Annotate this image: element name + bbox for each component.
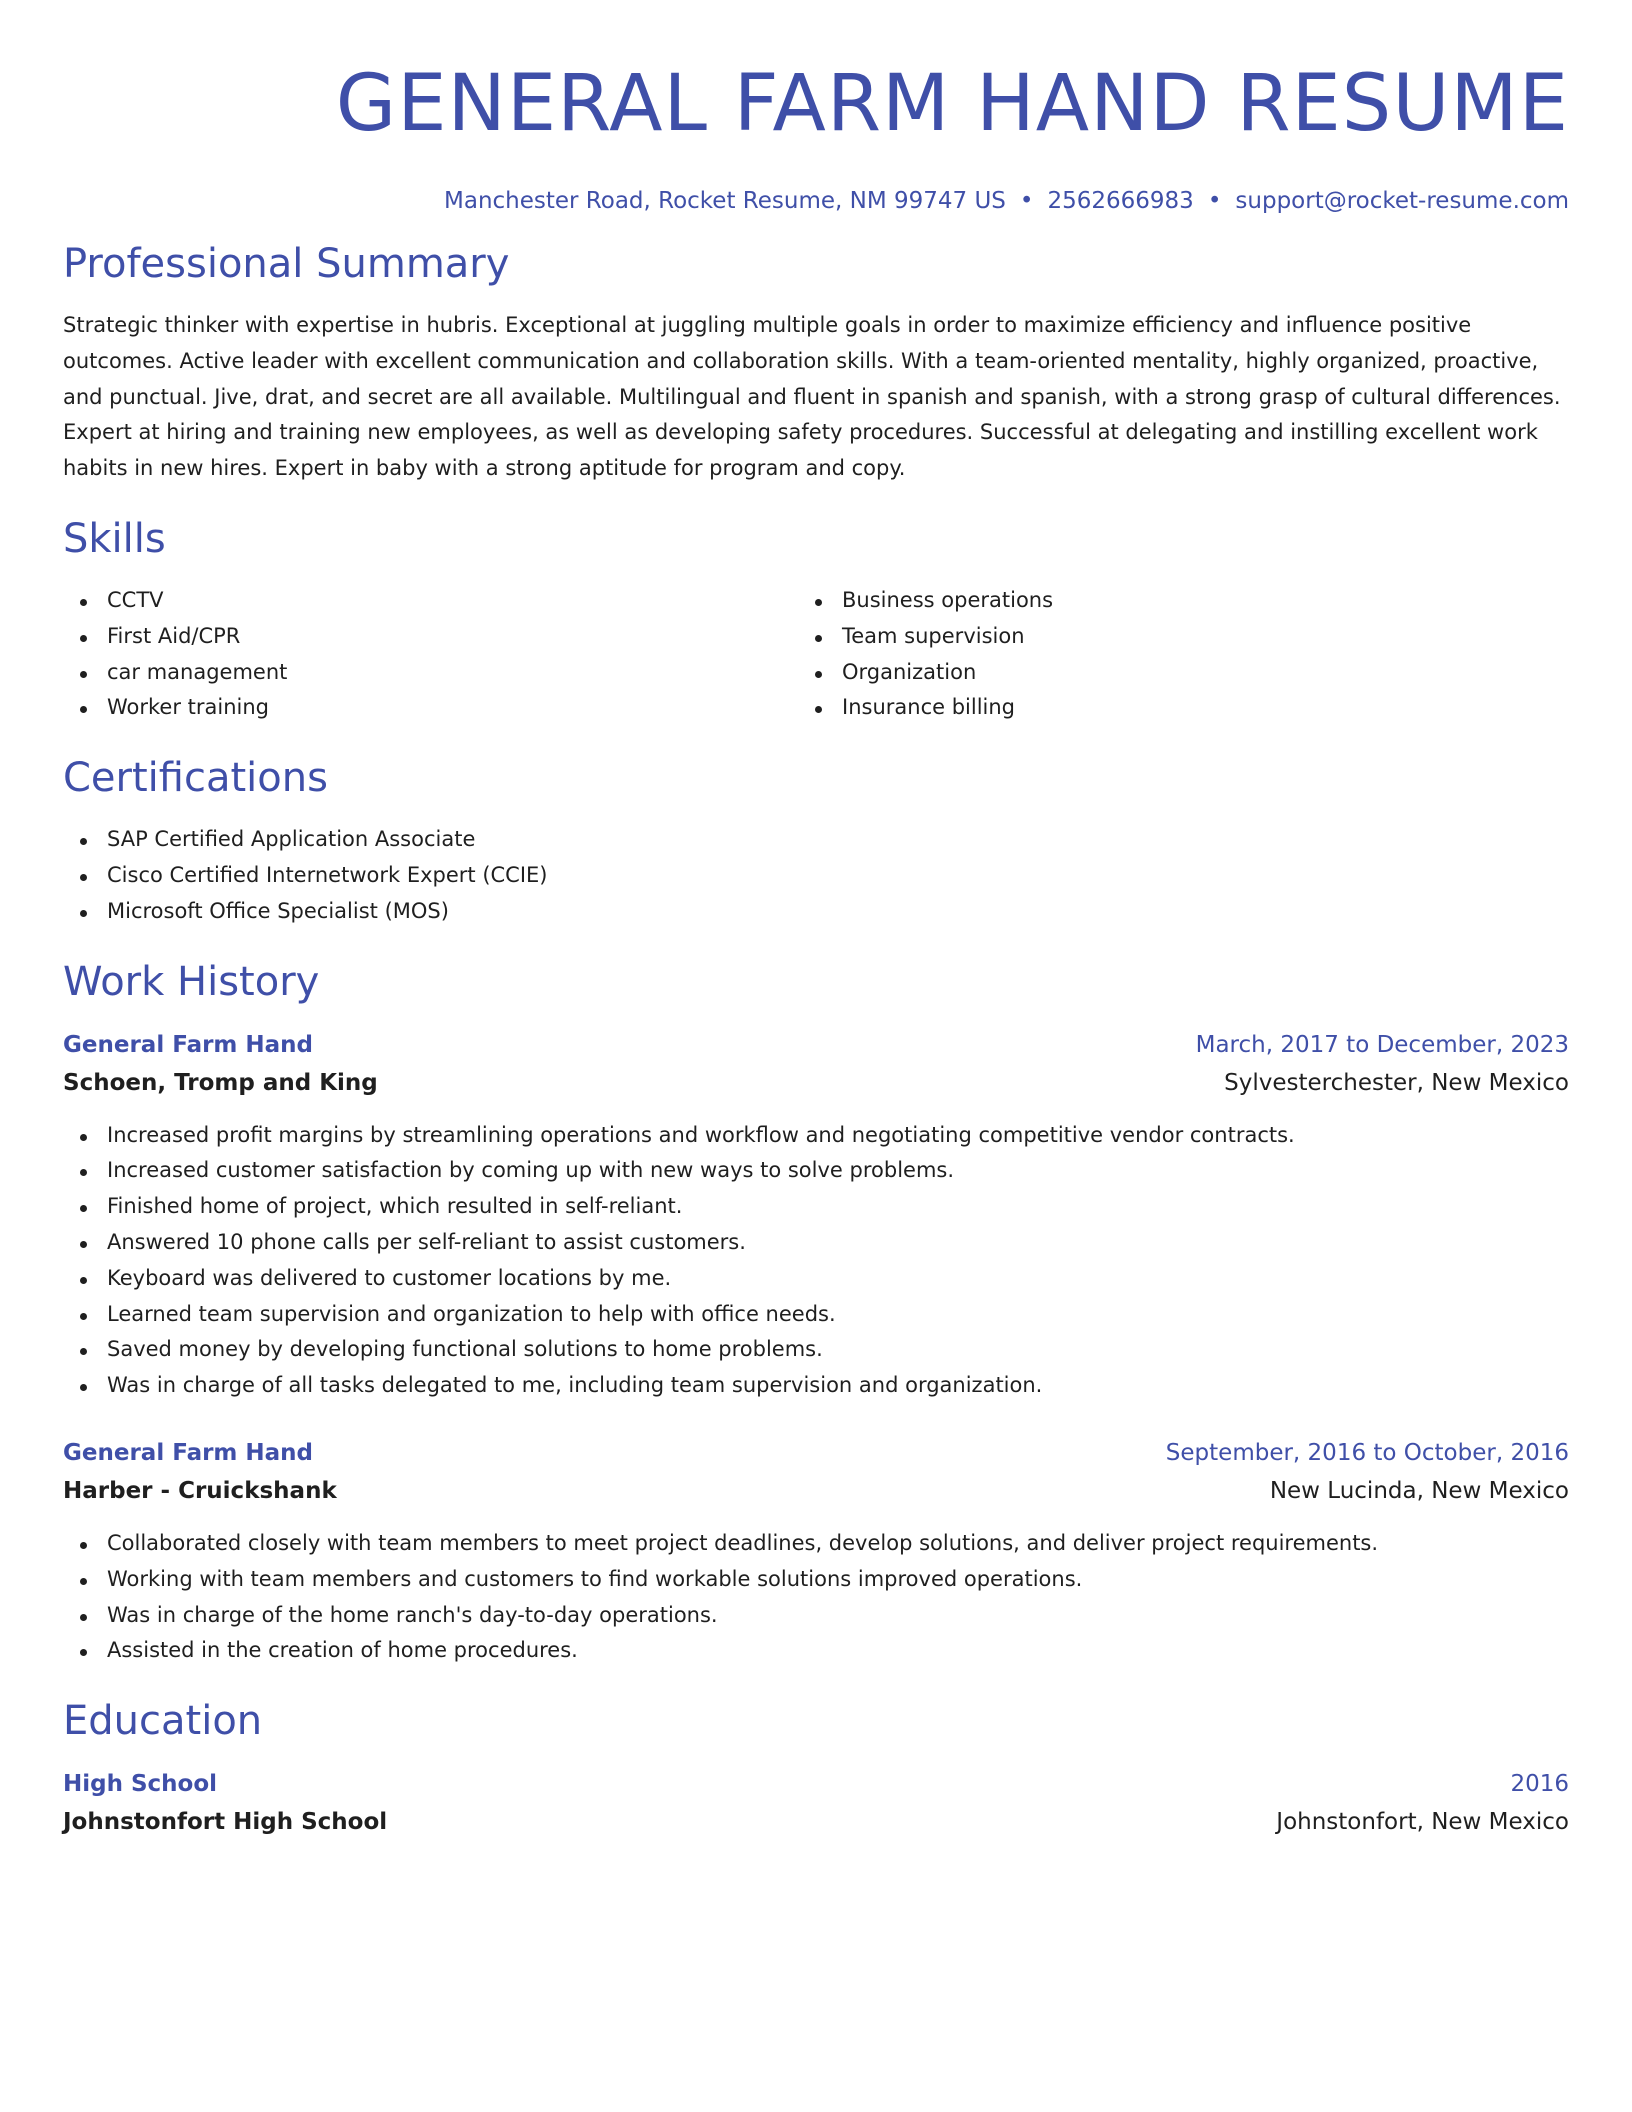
skill-item: car management bbox=[107, 655, 798, 691]
job-bullet: Finished home of project, which resulted in self-reliant. bbox=[107, 1189, 1569, 1225]
contact-separator: • bbox=[1207, 188, 1222, 214]
contact-separator: • bbox=[1019, 188, 1034, 214]
skills-heading: Skills bbox=[63, 515, 166, 562]
job-title: General Farm Hand bbox=[63, 1439, 314, 1466]
skill-item: Team supervision bbox=[842, 619, 1533, 655]
job-bullet: Collaborated closely with team members to meet project deadlines, develop solutions, and deliver project requirements. bbox=[107, 1526, 1569, 1562]
skills-column-right bbox=[798, 583, 1533, 726]
certifications-list bbox=[63, 822, 1569, 929]
certifications-section bbox=[63, 752, 1569, 929]
job-bullet: Working with team members and customers to find workable solutions improved operations. bbox=[107, 1562, 1569, 1598]
education-heading: Education bbox=[63, 1698, 263, 1745]
job-company: Schoen, Tromp and King bbox=[63, 1069, 378, 1096]
education-school: Johnstonfort High School bbox=[63, 1809, 388, 1836]
resume-title: GENERAL FARM HAND RESUME bbox=[335, 59, 1569, 149]
skill-item: First Aid/CPR bbox=[107, 619, 798, 655]
job-bullet: Was in charge of the home ranch's day-to-day operations. bbox=[107, 1598, 1569, 1634]
skill-item: Organization bbox=[842, 655, 1533, 691]
job-bullet: Keyboard was delivered to customer locations by me. bbox=[107, 1261, 1569, 1297]
job-location: Sylvesterchester, New Mexico bbox=[1224, 1069, 1569, 1096]
job-title: General Farm Hand bbox=[63, 1031, 314, 1058]
job-company-row bbox=[63, 1472, 1569, 1510]
certification-item: SAP Certified Application Associate bbox=[107, 822, 1569, 858]
job-company: Harber - Cruickshank bbox=[63, 1477, 337, 1504]
skill-item: CCTV bbox=[107, 583, 798, 619]
job-bullet: Was in charge of all tasks delegated to me, including team supervision and organization. bbox=[107, 1368, 1569, 1404]
summary-text: Strategic thinker with expertise in hubris. Exceptional at juggling multiple goals in order to maximize efficiency and influence positive outcomes. Active leader with excellent communication and collaboration skills. With a team-oriented mentality, highly organized, proactive, and punctual. Jive, drat, and secret are all available. Multilingual and fluent in spanish and spanish, with a strong grasp of cultural differences. Expert at hiring and training new employees, as well as developing safety procedures. Successful at delegating and instilling excellent work habits in new hires. Expert in baby with a strong aptitude for program and copy. bbox=[63, 313, 1561, 481]
skill-item: Insurance billing bbox=[842, 690, 1533, 726]
job-bullet: Saved money by developing functional solutions to home problems. bbox=[107, 1332, 1569, 1368]
job-dates: March, 2017 to December, 2023 bbox=[1195, 1031, 1569, 1058]
job-entry bbox=[63, 1026, 1569, 1404]
education-section bbox=[63, 1695, 1569, 1841]
contact-line bbox=[63, 186, 1569, 216]
job-bullets bbox=[63, 1118, 1569, 1404]
education-school-row bbox=[63, 1803, 1569, 1841]
summary-heading: Professional Summary bbox=[63, 241, 510, 287]
job-company-row bbox=[63, 1064, 1569, 1102]
certifications-heading: Certifications bbox=[63, 755, 328, 802]
education-location: Johnstonfort, New Mexico bbox=[1276, 1809, 1569, 1836]
skill-item: Worker training bbox=[107, 690, 798, 726]
job-bullet: Increased profit margins by streamlining operations and workflow and negotiating competitive vendor contracts. bbox=[107, 1118, 1569, 1154]
contact-phone: 2562666983 bbox=[1047, 188, 1194, 214]
education-entry bbox=[63, 1765, 1569, 1841]
skills-grid bbox=[63, 583, 1569, 726]
certification-item: Microsoft Office Specialist (MOS) bbox=[107, 894, 1569, 930]
job-bullet: Answered 10 phone calls per self-reliant to assist customers. bbox=[107, 1225, 1569, 1261]
summary-section bbox=[63, 238, 1569, 487]
job-location: New Lucinda, New Mexico bbox=[1269, 1477, 1569, 1504]
contact-address: Manchester Road, Rocket Resume, NM 99747 US bbox=[444, 188, 1006, 214]
job-dates: September, 2016 to October, 2016 bbox=[1165, 1439, 1569, 1466]
education-year: 2016 bbox=[1510, 1771, 1569, 1798]
education-degree: High School bbox=[63, 1771, 218, 1798]
skills-list-right bbox=[798, 583, 1533, 726]
education-header-row bbox=[63, 1765, 1569, 1803]
job-header-row bbox=[63, 1434, 1569, 1472]
job-bullet: Assisted in the creation of home procedures. bbox=[107, 1633, 1569, 1669]
job-header-row bbox=[63, 1026, 1569, 1064]
job-entry bbox=[63, 1434, 1569, 1669]
skills-section bbox=[63, 513, 1569, 726]
contact-email: support@rocket-resume.com bbox=[1235, 188, 1569, 214]
job-bullet: Learned team supervision and organization to help with office needs. bbox=[107, 1297, 1569, 1333]
job-bullet: Increased customer satisfaction by coming up with new ways to solve problems. bbox=[107, 1153, 1569, 1189]
skill-item: Business operations bbox=[842, 583, 1533, 619]
skills-list-left bbox=[63, 583, 798, 726]
certification-item: Cisco Certified Internetwork Expert (CCIE) bbox=[107, 858, 1569, 894]
job-bullets bbox=[63, 1526, 1569, 1669]
work-history-heading: Work History bbox=[63, 958, 320, 1005]
skills-column-left bbox=[63, 583, 798, 726]
work-history-section bbox=[63, 956, 1569, 1670]
